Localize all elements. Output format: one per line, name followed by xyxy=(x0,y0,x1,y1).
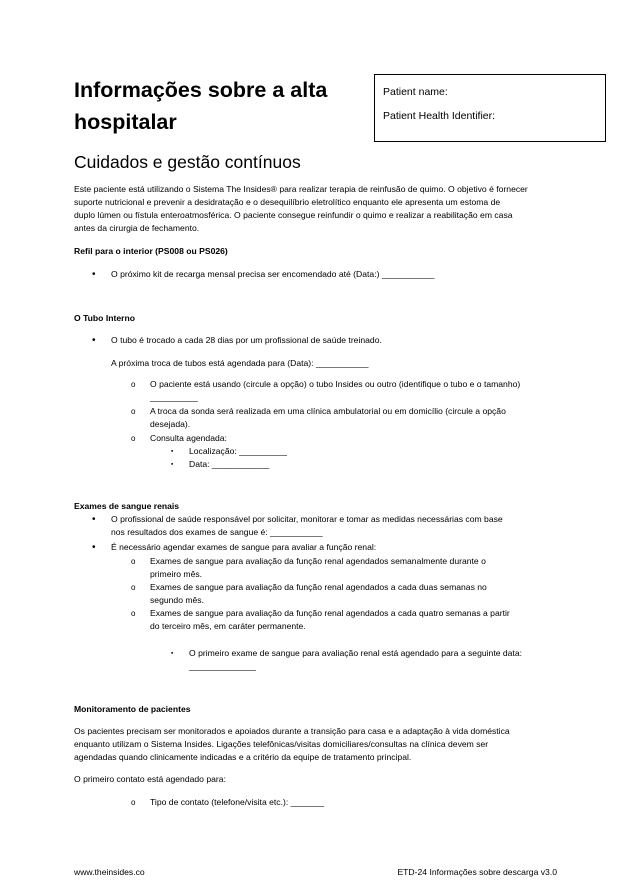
bullet-icon: • xyxy=(92,542,96,553)
patient-info-box xyxy=(374,74,606,142)
tubo-change-info: O tubo é trocado a cada 28 dias por um profissional de saúde treinado. xyxy=(111,335,382,345)
exames-bullet-2: É necessário agendar exames de sangue para avaliar a função renal: xyxy=(111,542,377,552)
circle-bullet-icon: o xyxy=(131,609,136,618)
tubo-sub-2-line-2: desejada). xyxy=(150,419,191,429)
circle-bullet-icon: o xyxy=(131,434,136,443)
page-title: Informações sobre a alta hospitalar xyxy=(74,78,328,134)
circle-bullet-icon: o xyxy=(131,557,136,566)
tubo-sub-1-line-2: __________ xyxy=(150,392,198,402)
bullet-icon: • xyxy=(92,514,96,525)
patient-id-label: Patient Health Identifier: xyxy=(383,110,496,122)
intro-line-4: antes da cirurgia de fechamento. xyxy=(74,223,200,233)
monitoramento-line-2: enquanto utilizam o Sistema Insides. Ligações telefônicas/visitas domiciliares/consultas na clínica devem ser xyxy=(74,739,489,749)
exames-bullet-1-line-1: O profissional de saúde responsável por solicitar, monitorar e tomar as medidas necessárias com base xyxy=(111,514,503,524)
monitoramento-contact-type: Tipo de contato (telefone/visita etc.): _______ xyxy=(150,797,325,807)
exames-first-exam-line-1: O primeiro exame de sangue para avaliação renal está agendado para a seguinte data: xyxy=(189,648,522,658)
exames-heading: Exames de sangue renais xyxy=(74,501,180,511)
tubo-location: Localização: __________ xyxy=(189,446,287,456)
intro-line-2: suporte nutricional e prevenir a desidratação e o desequilíbrio eletrolítico enquanto ele apresenta um estoma de xyxy=(74,197,501,207)
patient-name-label: Patient name: xyxy=(383,86,448,98)
exames-sub-2-line-2: segundo mês. xyxy=(150,595,204,605)
circle-bullet-icon: o xyxy=(131,380,136,389)
square-bullet-icon: ▪ xyxy=(171,461,174,468)
tubo-next-change: A próxima troca de tubos está agendada para (Data): ___________ xyxy=(111,358,369,368)
intro-line-3: duplo lúmen ou fístula enteroatmosférica. O paciente consegue reinfundir o quimo e realizar a reabilitação em casa xyxy=(74,210,513,220)
exames-sub-1-line-2: primeiro mês. xyxy=(150,569,203,579)
circle-bullet-icon: o xyxy=(131,798,136,807)
tubo-sub-1-line-1: O paciente está usando (circule a opção) o tubo Insides ou outro (identifique o tubo e o tamanho) xyxy=(150,379,521,389)
refil-order-date: O próximo kit de recarga mensal precisa ser encomendado até (Data:) ___________ xyxy=(111,269,435,279)
bullet-icon: • xyxy=(92,269,96,280)
exames-sub-2-line-1: Exames de sangue para avaliação da função renal agendados a cada duas semanas no xyxy=(150,582,487,592)
monitoramento-first-contact: O primeiro contato está agendado para: xyxy=(74,774,226,784)
circle-bullet-icon: o xyxy=(131,583,136,592)
tubo-date: Data: ____________ xyxy=(189,459,270,469)
monitoramento-line-1: Os pacientes precisam ser monitorados e apoiados durante a transição para casa e a adaptação à vida doméstica xyxy=(74,726,510,736)
exames-first-exam-line-2: ______________ xyxy=(189,661,256,671)
exames-sub-3-line-1: Exames de sangue para avaliação da função renal agendados a cada quatro semanas a partir xyxy=(150,608,510,618)
exames-sub-3-line-2: do terceiro mês, em caráter permanente. xyxy=(150,621,306,631)
tubo-appointment: Consulta agendada: xyxy=(150,433,227,443)
intro-line-1: Este paciente está utilizando o Sistema The Insides® para realizar terapia de reinfusão de quimo. O objetivo é fornecer xyxy=(74,184,528,194)
square-bullet-icon: ▪ xyxy=(171,448,174,455)
monitoramento-line-3: agendadas quando clinicamente indicadas e a critério da equipe de tratamento principal. xyxy=(74,752,412,762)
square-bullet-icon: ▪ xyxy=(171,650,174,657)
footer-website: www.theinsides.co xyxy=(74,867,145,877)
monitoramento-heading: Monitoramento de pacientes xyxy=(74,704,191,714)
tubo-sub-2-line-1: A troca da sonda será realizada em uma clínica ambulatorial ou em domicílio (circule a opção xyxy=(150,406,506,416)
footer-doc-ref: ETD-24 Informações sobre descarga v3.0 xyxy=(397,867,557,877)
refil-heading: Refil para o interior (PS008 ou PS026) xyxy=(74,246,228,256)
exames-sub-1-line-1: Exames de sangue para avaliação da função renal agendados semanalmente durante o xyxy=(150,556,486,566)
bullet-icon: • xyxy=(92,335,96,346)
circle-bullet-icon: o xyxy=(131,407,136,416)
tubo-heading: O Tubo Interno xyxy=(74,313,135,323)
page-subtitle: Cuidados e gestão contínuos xyxy=(74,152,301,172)
exames-bullet-1-line-2: nos resultados dos exames de sangue é: ___________ xyxy=(111,527,323,537)
